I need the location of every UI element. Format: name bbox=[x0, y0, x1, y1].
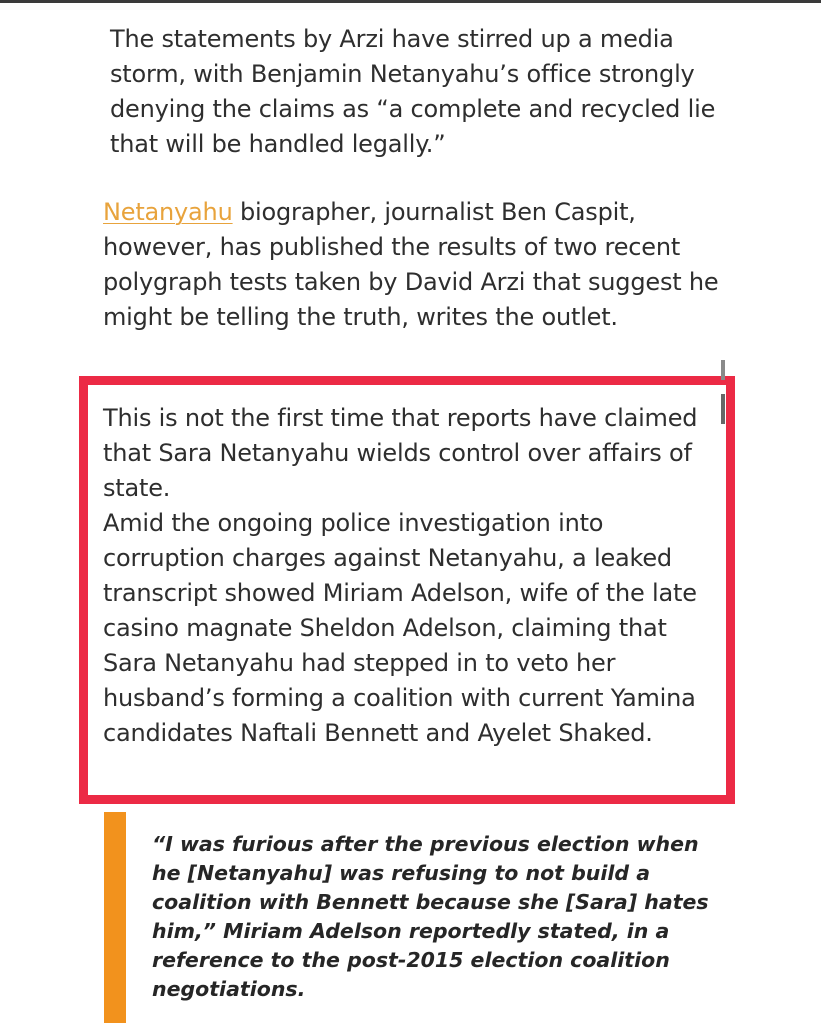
blockquote-text: “I was furious after the previous election when he [Netanyahu] was refusing to not build a coalition with Bennett because she [Sara] hates him,” Miriam Adelson reportedly stated, in a reference to the post-2015 election coalition negotiations. bbox=[152, 832, 709, 1001]
paragraph-text: The statements by Arzi have stirred up a media storm, with Benjamin Netanyahu’s office strongly denying the claims as “a complete and recycled lie that will be handled legally.” bbox=[110, 25, 716, 158]
netanyahu-link[interactable]: Netanyahu bbox=[103, 198, 233, 226]
highlighted-paragraph bbox=[103, 401, 723, 751]
paragraph-text: Amid the ongoing police investigation into corruption charges against Netanyahu, a leaked transcript showed Miriam Adelson, wife of the late casino magnate Sheldon Adelson, claiming that Sara Netanyahu had stepped in to veto her husband’s forming a coalition with current Yamina candidates Naftali Bennett and Ayelet Shaked. bbox=[103, 509, 697, 747]
article-paragraph bbox=[110, 22, 730, 162]
text-cursor-mark bbox=[721, 360, 725, 380]
paragraph-text: biographer, journalist Ben Caspit, however, has published the results of two recent polygraph tests taken by David Arzi that suggest he might be telling the truth, writes the outlet. bbox=[103, 198, 719, 331]
paragraph-text: This is not the first time that reports have claimed that Sara Netanyahu wields control over affairs of state. bbox=[103, 404, 698, 502]
blockquote-bar bbox=[104, 812, 126, 1023]
top-divider bbox=[0, 0, 821, 3]
scrollbar-thumb[interactable] bbox=[721, 394, 725, 424]
article-paragraph bbox=[103, 195, 723, 335]
